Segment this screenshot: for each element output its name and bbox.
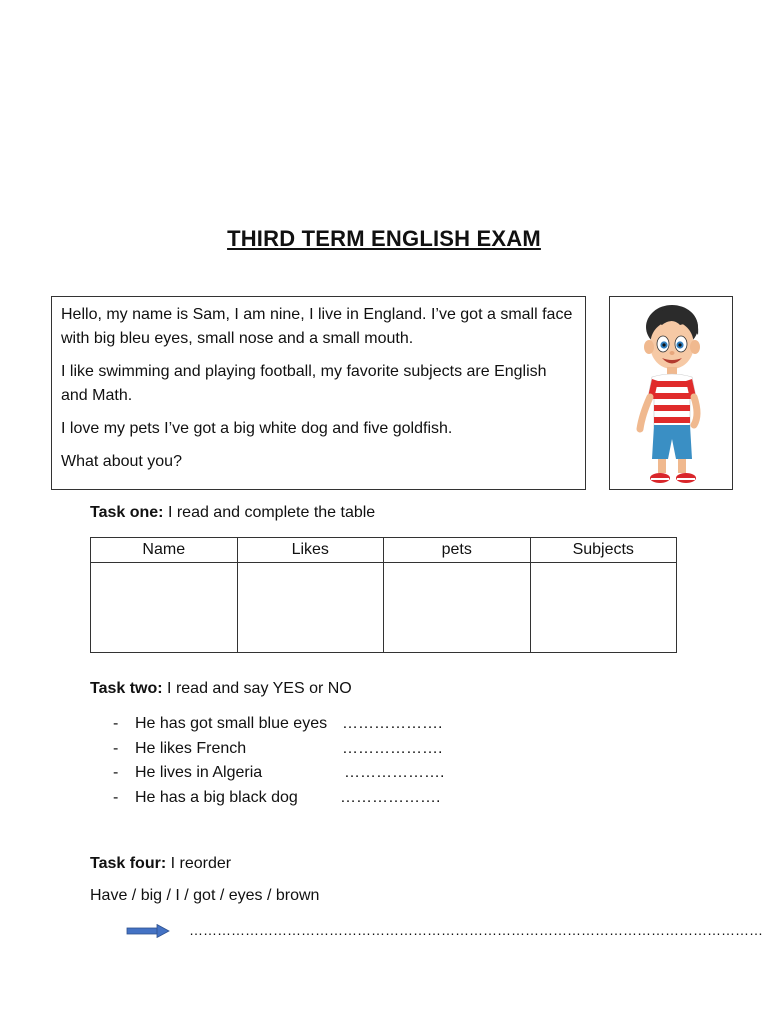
- answer-blank[interactable]: ……………….: [342, 739, 443, 757]
- answer-blank[interactable]: ……………….: [344, 764, 445, 781]
- exam-title: THIRD TERM ENGLISH EXAM: [227, 226, 541, 251]
- statement-text: He has got small blue eyes: [135, 715, 328, 732]
- task-two-heading: [90, 680, 352, 698]
- passage-paragraph-1: Hello, my name is Sam, I am nine, I live in England. I’ve got a small face with big bleu eyes, small nose and a small mouth.: [61, 306, 573, 347]
- task-two-label: Task two:: [90, 680, 163, 697]
- column-header-pets: pets: [384, 538, 531, 563]
- answer-cell-pets[interactable]: [384, 563, 531, 653]
- answer-cell-name[interactable]: [91, 563, 238, 653]
- answer-cell-likes[interactable]: [237, 563, 384, 653]
- task-four-label: Task four:: [90, 855, 167, 872]
- reorder-words: Have / big / I / got / eyes / brown: [90, 887, 320, 904]
- list-dash: -: [113, 715, 119, 732]
- right-arrow-icon: [126, 924, 170, 938]
- task-four-heading: [90, 855, 231, 873]
- reorder-answer-line[interactable]: ……………………………………………………………………………………………………………: [189, 922, 763, 938]
- statement-text: He has a big black dog: [135, 788, 298, 806]
- task-one-heading: [90, 504, 375, 522]
- column-header-name: Name: [91, 538, 238, 563]
- task-one-instruction: I read and complete the table: [163, 504, 376, 521]
- task-four-instruction: I reorder: [166, 855, 232, 872]
- passage-paragraph-3: I love my pets I’ve got a big white dog and five goldfish.: [61, 420, 453, 437]
- list-dash: -: [113, 739, 119, 757]
- task-two-instruction: I read and say YES or NO: [162, 680, 352, 697]
- statement-text: He lives in Algeria: [135, 764, 263, 781]
- list-dash: -: [113, 788, 119, 806]
- answer-blank[interactable]: ……………….: [342, 715, 443, 732]
- reading-passage: [51, 296, 586, 490]
- cartoon-boy-image: [610, 297, 733, 490]
- answer-blank[interactable]: ……………….: [340, 788, 441, 806]
- boy-illustration: [609, 296, 733, 490]
- completion-table: [90, 537, 677, 653]
- list-dash: -: [113, 764, 119, 781]
- task-one-label: Task one:: [90, 504, 164, 521]
- statement-text: He likes French: [135, 739, 247, 757]
- answer-cell-subjects[interactable]: [530, 563, 677, 653]
- passage-paragraph-2: I like swimming and playing football, my favorite subjects are English and Math.: [61, 363, 547, 404]
- column-header-likes: Likes: [237, 538, 384, 563]
- column-header-subjects: Subjects: [530, 538, 677, 563]
- passage-paragraph-4: What about you?: [61, 453, 182, 470]
